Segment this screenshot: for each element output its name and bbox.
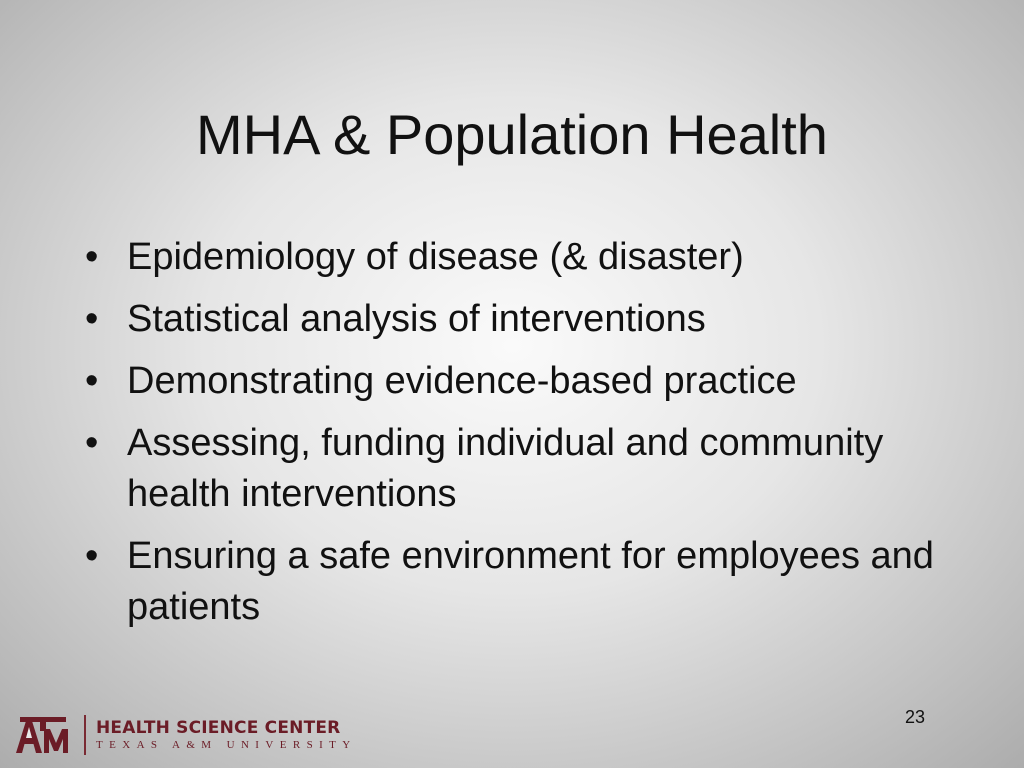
- logo-divider: [84, 715, 86, 755]
- bullet-text: Demonstrating evidence-based practice: [127, 360, 797, 402]
- slide-title: MHA & Population Health: [196, 103, 828, 166]
- bullet-marker: •: [85, 360, 99, 402]
- bullet-item: [85, 418, 985, 520]
- bullet-text: Epidemiology of disease (& disaster): [127, 236, 744, 278]
- page-number: 23: [905, 707, 926, 727]
- footer-logo: [14, 712, 357, 758]
- bullet-item: [85, 531, 985, 633]
- bullet-list: [85, 232, 985, 644]
- bullet-marker: •: [85, 535, 99, 577]
- bullet-text: Assessing, funding individual and community health interventions: [127, 422, 884, 515]
- bullet-marker: •: [85, 298, 99, 340]
- bullet-marker: •: [85, 422, 99, 464]
- logo-text: [96, 719, 357, 752]
- bullet-text: Statistical analysis of interventions: [127, 298, 706, 340]
- bullet-item: [85, 294, 985, 345]
- logo-line-texas-am-university: TEXAS A&M UNIVERSITY: [96, 738, 357, 751]
- bullet-marker: •: [85, 236, 99, 278]
- bullet-item: [85, 232, 985, 283]
- logo-line-health-science-center: HEALTH SCIENCE CENTER: [96, 717, 341, 738]
- bullet-text: Ensuring a safe environment for employees and patients: [127, 535, 934, 628]
- bullet-item: [85, 356, 985, 407]
- atm-logo-icon: [14, 715, 72, 755]
